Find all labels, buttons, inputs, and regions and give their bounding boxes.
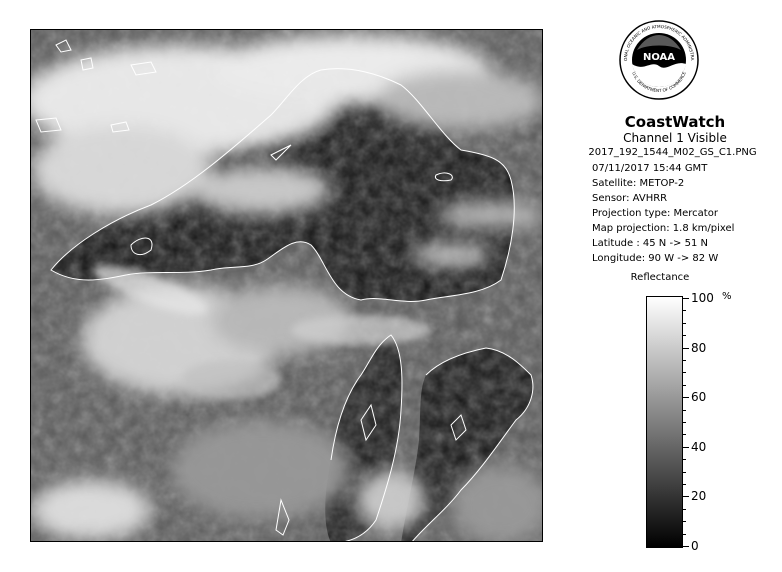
legend-tick bbox=[683, 496, 689, 497]
legend-tick bbox=[683, 323, 686, 324]
legend-tick bbox=[683, 546, 689, 547]
legend-tick bbox=[683, 348, 689, 349]
legend-tick-label: 40 bbox=[691, 440, 707, 454]
legend-tick bbox=[683, 521, 686, 522]
legend-tick bbox=[683, 360, 686, 361]
noaa-logo-text: NOAA bbox=[642, 52, 676, 63]
longitude-label: Longitude: 90 W -> 82 W bbox=[592, 253, 719, 264]
legend-tick bbox=[683, 397, 689, 398]
satellite-label: Satellite: METOP-2 bbox=[592, 178, 685, 189]
channel-label: Channel 1 Visible bbox=[623, 131, 727, 145]
satellite-image bbox=[30, 29, 543, 542]
filename-label: 2017_192_1544_M02_GS_C1.PNG bbox=[588, 147, 757, 158]
legend-tick bbox=[683, 335, 686, 336]
reflectance-colorbar bbox=[646, 296, 683, 548]
latitude-label: Latitude : 45 N -> 51 N bbox=[592, 238, 708, 249]
noaa-ring-top: ONAL OCEANIC AND ATMOSPHERIC ADMINISTRA bbox=[622, 23, 696, 61]
legend-tick bbox=[683, 534, 686, 535]
legend-tick-label: 20 bbox=[691, 489, 707, 503]
legend-tick-label: 100 bbox=[691, 291, 714, 305]
legend-tick bbox=[683, 410, 686, 411]
map-projection-label: Map projection: 1.8 km/pixel bbox=[592, 223, 735, 234]
legend-tick bbox=[683, 434, 686, 435]
legend-tick bbox=[683, 372, 686, 373]
map-svg bbox=[31, 30, 543, 542]
datetime-label: 07/11/2017 15:44 GMT bbox=[592, 163, 708, 174]
legend-tick-label: 80 bbox=[691, 341, 707, 355]
legend-tick bbox=[683, 472, 686, 473]
legend-tick-label: 0 bbox=[691, 539, 699, 553]
noaa-ring-bottom: U.S. DEPARTMENT OF COMMERCE bbox=[631, 70, 687, 94]
legend-tick bbox=[683, 459, 686, 460]
legend-tick bbox=[683, 484, 686, 485]
legend-tick bbox=[683, 422, 686, 423]
legend-unit: % bbox=[722, 291, 732, 302]
sensor-label: Sensor: AVHRR bbox=[592, 193, 668, 204]
coastwatch-title: CoastWatch bbox=[624, 113, 726, 131]
legend-tick bbox=[683, 509, 686, 510]
legend-tick bbox=[683, 310, 686, 311]
projection-type-label: Projection type: Mercator bbox=[592, 208, 718, 219]
legend-tick bbox=[683, 385, 686, 386]
legend-tick-label: 60 bbox=[691, 390, 707, 404]
noaa-logo bbox=[619, 20, 699, 100]
legend-title: Reflectance bbox=[630, 272, 690, 283]
legend-tick bbox=[683, 447, 689, 448]
legend-tick bbox=[683, 298, 689, 299]
